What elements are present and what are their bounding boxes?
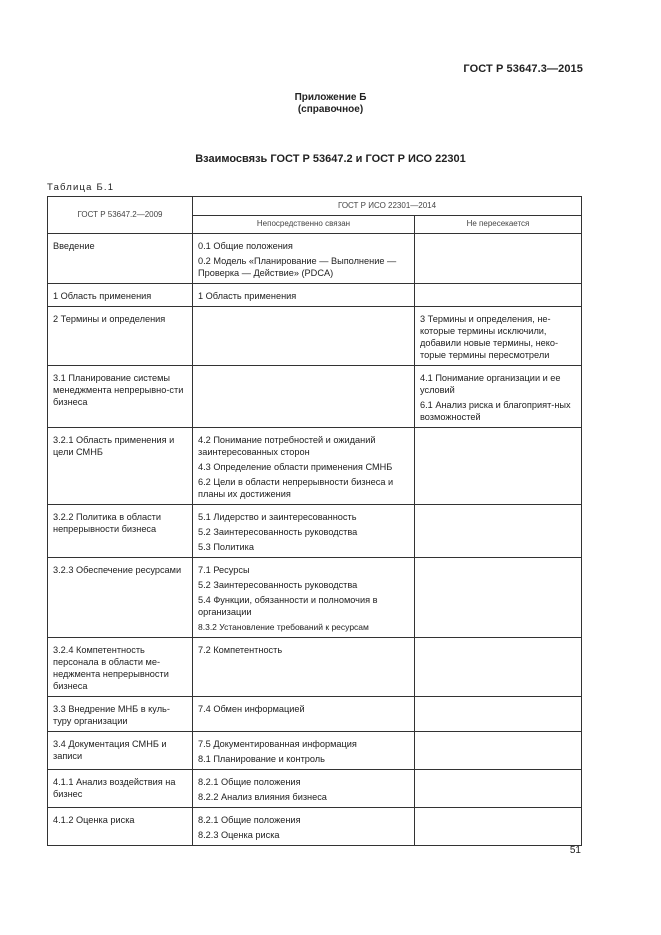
table-row (48, 234, 582, 284)
header-col-not-overlapping: Не пересекается (415, 215, 582, 234)
cell-line: 8.2.1 Общие положения (198, 777, 301, 787)
cell-not-overlapping (415, 428, 582, 505)
appendix-heading (0, 92, 661, 116)
cell-line: 4.2 Понимание потребностей и ожиданий заинтересованных сторон (198, 435, 376, 457)
cell-line: 8.2.2 Анализ влияния бизнеса (198, 792, 327, 802)
cell-line: 3.2.2 Политика в области непрерывности бизнеса (53, 512, 162, 534)
cell-line: 4.3 Определение области применения СМНБ (198, 462, 393, 472)
cell-line: 4.1.1 Анализ воздействия на бизнес (53, 777, 176, 799)
cell-line: 5.2 Заинтересованность руководства (198, 580, 358, 590)
cell-gost-53647-2 (48, 505, 193, 558)
table-body (48, 234, 582, 846)
cell-gost-53647-2 (48, 307, 193, 366)
cell-line: 3 Термины и определения, не-которые термины исключили, добавили новые термины, неко-торые термины пересмотрели (420, 314, 559, 360)
correspondence-table (47, 196, 582, 846)
cell-line: 1 Область применения (53, 291, 152, 301)
cell-directly-related (193, 505, 415, 558)
cell-line: 2 Термины и определения (53, 314, 166, 324)
cell-line: 3.2.1 Область применения и цели СМНБ (53, 435, 175, 457)
cell-directly-related (193, 697, 415, 732)
cell-line: 3.2.4 Компетентность персонала в области ме-неджмента непрерывности бизнеса (53, 645, 169, 691)
cell-line: 5.1 Лидерство и заинтересованность (198, 512, 357, 522)
cell-line: 3.4 Документация СМНБ и записи (53, 739, 167, 761)
cell-not-overlapping (415, 558, 582, 638)
cell-directly-related (193, 428, 415, 505)
cell-directly-related (193, 770, 415, 808)
cell-not-overlapping (415, 697, 582, 732)
cell-directly-related (193, 558, 415, 638)
cell-gost-53647-2 (48, 697, 193, 732)
table-row (48, 284, 582, 307)
appendix-subtitle: (справочное) (297, 104, 364, 115)
cell-line: 8.1 Планирование и контроль (198, 754, 325, 764)
cell-gost-53647-2 (48, 770, 193, 808)
table-row (48, 808, 582, 846)
cell-line: 6.1 Анализ риска и благоприят-ных возможностей (420, 400, 571, 422)
header-group-iso-22301: ГОСТ Р ИСО 22301—2014 (193, 197, 582, 216)
cell-gost-53647-2 (48, 234, 193, 284)
cell-not-overlapping (415, 234, 582, 284)
cell-gost-53647-2 (48, 284, 193, 307)
cell-line: 0.2 Модель «Планирование — Выполнение — Проверка — Действие» (PDCA) (198, 256, 397, 278)
table-row (48, 428, 582, 505)
cell-line: 4.1.2 Оценка риска (53, 815, 135, 825)
page-number: 51 (569, 845, 581, 856)
cell-gost-53647-2 (48, 558, 193, 638)
cell-line: 0.1 Общие положения (198, 241, 293, 251)
cell-line: 5.3 Политика (198, 542, 254, 552)
cell-line: 7.2 Компетентность (198, 645, 283, 655)
table-row (48, 307, 582, 366)
cell-not-overlapping (415, 638, 582, 697)
cell-line: 8.3.2 Установление требований к ресурсам (198, 622, 369, 632)
cell-line: 8.2.1 Общие положения (198, 815, 301, 825)
cell-not-overlapping (415, 505, 582, 558)
cell-directly-related (193, 808, 415, 846)
table-row (48, 505, 582, 558)
table-row (48, 558, 582, 638)
appendix-title: Приложение Б (294, 92, 367, 103)
cell-gost-53647-2 (48, 638, 193, 697)
table-row (48, 366, 582, 428)
cell-gost-53647-2 (48, 732, 193, 770)
cell-gost-53647-2 (48, 428, 193, 505)
header-col-gost-53647-2: ГОСТ Р 53647.2—2009 (48, 197, 193, 234)
cell-not-overlapping (415, 366, 582, 428)
cell-directly-related (193, 284, 415, 307)
cell-line: 5.2 Заинтересованность руководства (198, 527, 358, 537)
cell-line: Введение (53, 241, 95, 251)
cell-line: 3.2.3 Обеспечение ресурсами (53, 565, 182, 575)
cell-line: 7.4 Обмен информацией (198, 704, 305, 714)
cell-line: 4.1 Понимание организации и ее условий (420, 373, 561, 395)
cell-not-overlapping (415, 732, 582, 770)
table-row (48, 638, 582, 697)
cell-line: 7.5 Документированная информация (198, 739, 357, 749)
cell-not-overlapping (415, 284, 582, 307)
cell-directly-related (193, 732, 415, 770)
cell-line: 6.2 Цели в области непрерывности бизнеса и планы их достижения (198, 477, 394, 499)
table-row (48, 732, 582, 770)
header-col-directly-related: Непосредственно связан (193, 215, 415, 234)
cell-line: 3.1 Планирование системы менеджмента непрерывно-сти бизнеса (53, 373, 184, 407)
cell-line: 5.4 Функции, обязанности и полномочия в организации (198, 595, 378, 617)
cell-directly-related (193, 307, 415, 366)
cell-line: 3.3 Внедрение МНБ в куль-туру организации (53, 704, 170, 726)
cell-gost-53647-2 (48, 366, 193, 428)
document-code: ГОСТ Р 53647.3—2015 (463, 63, 583, 75)
cell-not-overlapping (415, 770, 582, 808)
cell-not-overlapping (415, 808, 582, 846)
cell-directly-related (193, 366, 415, 428)
cell-line: 8.2.3 Оценка риска (198, 830, 280, 840)
cell-gost-53647-2 (48, 808, 193, 846)
cell-not-overlapping (415, 307, 582, 366)
cell-directly-related (193, 638, 415, 697)
section-title: Взаимосвязь ГОСТ Р 53647.2 и ГОСТ Р ИСО 22301 (195, 153, 466, 165)
table-row (48, 697, 582, 732)
table-label: Таблица Б.1 (47, 182, 115, 193)
cell-directly-related (193, 234, 415, 284)
table-row (48, 770, 582, 808)
cell-line: 7.1 Ресурсы (198, 565, 250, 575)
cell-line: 1 Область применения (198, 291, 297, 301)
